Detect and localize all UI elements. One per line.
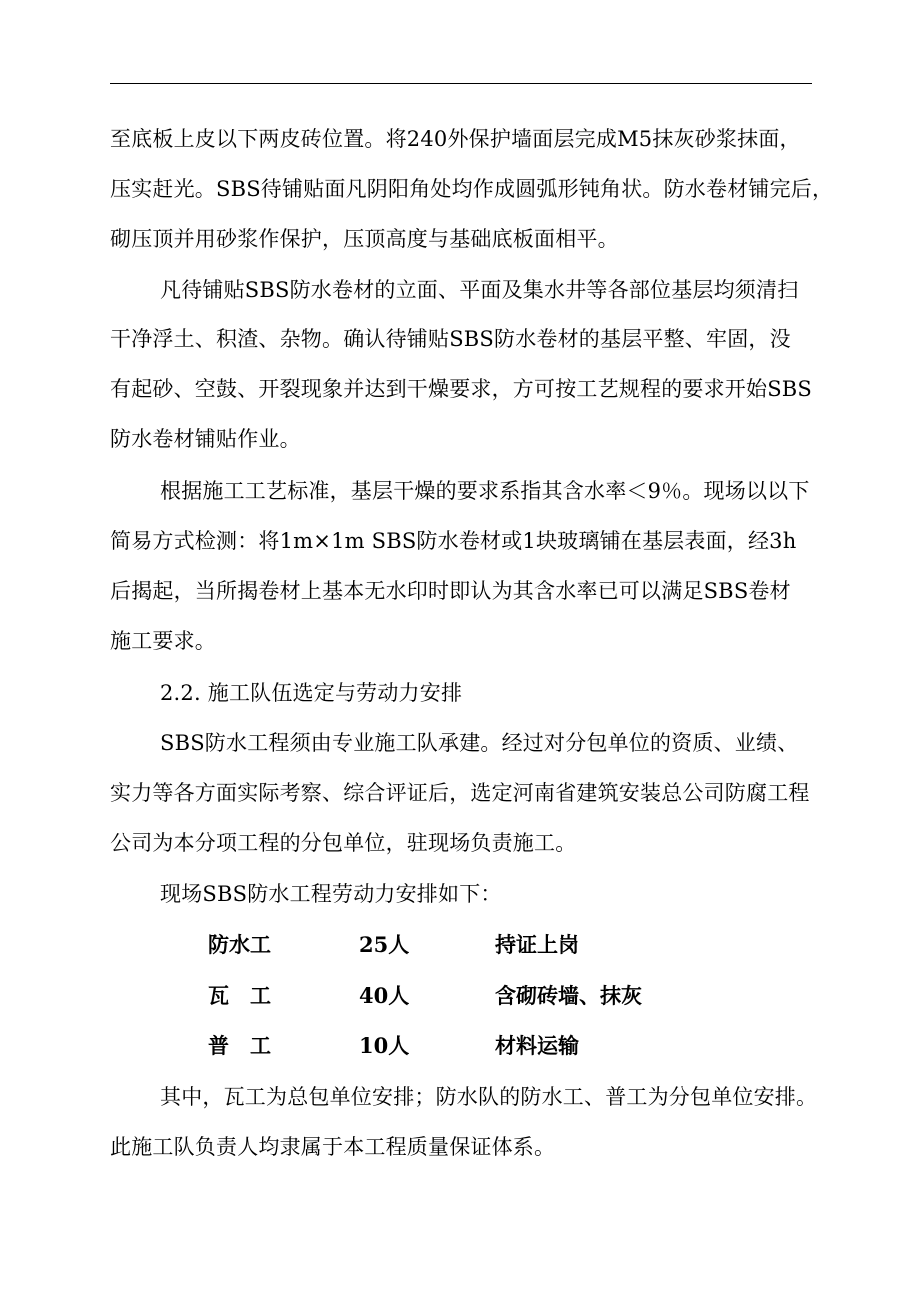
labor-note: 含砌砖墙、抹灰 [495, 983, 642, 1008]
labor-role: 瓦 工 [208, 983, 271, 1008]
header-rule [110, 83, 812, 84]
paragraph-3-line-3: 后揭起，当所揭卷材上基本无水印时即认为其含水率已可以满足SBS卷材 [110, 579, 791, 603]
paragraph-2-line-2: 干净浮土、积渣、杂物。确认待铺贴SBS防水卷材的基层平整、牢固，没 [110, 327, 791, 351]
paragraph-1-line-3: 砌压顶并用砂浆作保护，压顶高度与基础底板面相平。 [110, 227, 619, 251]
labor-note: 持证上岗 [495, 932, 579, 957]
labor-count: 40人 [359, 983, 410, 1008]
paragraph-5-line-1: 现场SBS防水工程劳动力安排如下： [160, 882, 502, 906]
labor-count: 10人 [359, 1033, 410, 1058]
paragraph-1-line-1: 至底板上皮以下两皮砖位置。将240外保护墙面层完成M5抹灰砂浆抹面， [110, 127, 801, 151]
paragraph-2-line-1: 凡待铺贴SBS防水卷材的立面、平面及集水井等各部位基层均须清扫 [160, 278, 799, 302]
labor-role: 防水工 [208, 932, 271, 957]
paragraph-2-line-3: 有起砂、空鼓、开裂现象并达到干燥要求，方可按工艺规程的要求开始SBS [110, 377, 813, 401]
labor-role: 普 工 [208, 1033, 271, 1058]
labor-count: 25人 [359, 932, 410, 957]
paragraph-3-line-2: 简易方式检测：将1m×1m SBS防水卷材或1块玻璃铺在基层表面，经3h [110, 529, 797, 553]
paragraph-3-line-1: 根据施工工艺标准，基层干燥的要求系指其含水率＜9％。现场以以下 [160, 479, 810, 503]
paragraph-2-line-4: 防水卷材铺贴作业。 [110, 427, 301, 451]
paragraph-1-line-2: 压实赶光。SBS待铺贴面凡阴阳角处均作成圆弧形钝角状。防水卷材铺完后， [110, 177, 834, 201]
section-heading: 2.2. 施工队伍选定与劳动力安排 [160, 681, 463, 705]
paragraph-4-line-1: SBS防水工程须由专业施工队承建。经过对分包单位的资质、业绩、 [160, 731, 799, 755]
closing-line-2: 此施工队负责人均隶属于本工程质量保证体系。 [110, 1135, 556, 1159]
closing-line-1: 其中，瓦工为总包单位安排；防水队的防水工、普工为分包单位安排。 [160, 1085, 818, 1109]
paragraph-4-line-3: 公司为本分项工程的分包单位，驻现场负责施工。 [110, 831, 577, 855]
paragraph-4-line-2: 实力等各方面实际考察、综合评证后，选定河南省建筑安装总公司防腐工程 [110, 781, 810, 805]
paragraph-3-line-4: 施工要求。 [110, 629, 216, 653]
labor-note: 材料运输 [495, 1033, 579, 1058]
